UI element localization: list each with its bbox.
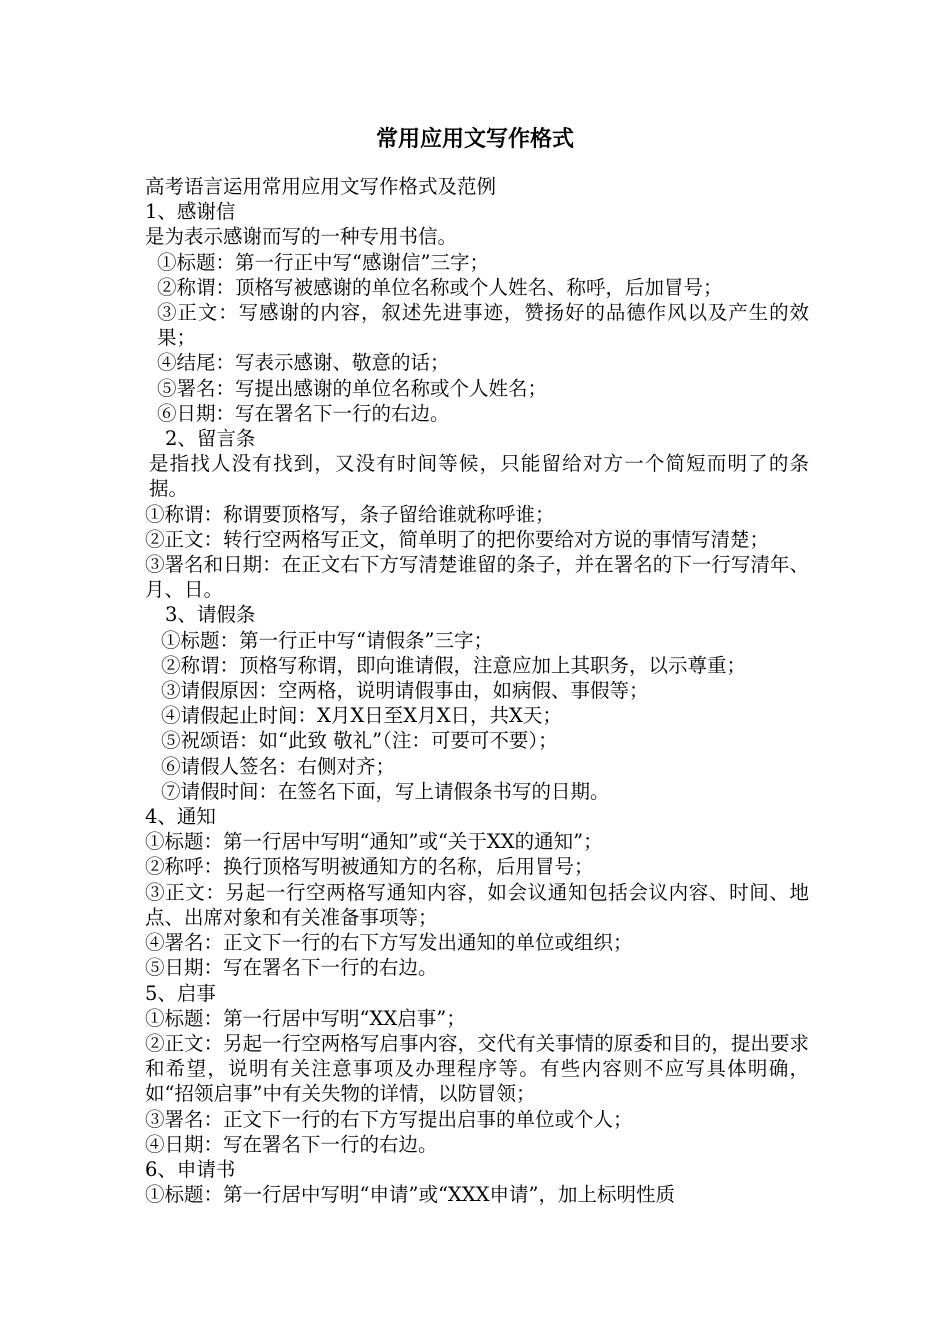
intro-line: 高考语言运用常用应用文写作格式及范例 (145, 175, 497, 198)
list-item: ①称谓：称谓要顶格写，条子留给谁就称呼谁； (145, 502, 555, 526)
list-item: ③正文：另起一行空两格写通知内容，如会议通知包括会议内容、时间、地点、出席对象和有关准备事项等； (145, 880, 809, 929)
section-heading-leave-note: 3、请假条 (165, 603, 256, 627)
list-item: ④结尾：写表示感谢、敬意的话； (157, 351, 450, 375)
list-item: ④日期：写在署名下一行的右边。 (145, 1132, 438, 1156)
list-item: ②正文：转行空两格写正文，简单明了的把你要给对方说的事情写清楚； (145, 527, 770, 551)
list-item: ⑥请假人签名：右侧对齐； (161, 754, 396, 778)
list-item: ②正文：另起一行空两格写启事内容，交代有关事情的原委和目的，提出要求和希望，说明有关注意事项及办理程序等。有些内容则不应写具体明确，如“招领启事”中有关失物的详情，以防冒领； (145, 1031, 809, 1106)
list-item: ①标题：第一行居中写明“申请”或“XXX申请”，加上标明性质 (145, 1183, 676, 1207)
section-heading-announcement: 5、启事 (145, 981, 216, 1005)
list-item: ①标题：第一行正中写“感谢信”三字； (157, 250, 489, 274)
section-desc: 是为表示感谢而写的一种专用书信。 (145, 225, 458, 249)
list-item: ③正文：写感谢的内容，叙述先进事迹，赞扬好的品德作风以及产生的效果； (157, 301, 809, 350)
list-item: ①标题：第一行正中写“请假条”三字； (161, 628, 493, 652)
list-item: ⑤署名：写提出感谢的单位名称或个人姓名； (157, 376, 548, 400)
list-item: ②称呼：换行顶格写明被通知方的名称，后用冒号； (145, 855, 594, 879)
list-item: ③请假原因：空两格，说明请假事由，如病假、事假等； (161, 679, 649, 703)
list-item: ⑥日期：写在署名下一行的右边。 (157, 401, 450, 425)
list-item: ②称谓：顶格写被感谢的单位名称或个人姓名、称呼，后加冒号； (157, 275, 723, 299)
section-heading-notice: 4、通知 (145, 805, 216, 829)
list-item: ③署名：正文下一行的右下方写提出启事的单位或个人； (145, 1107, 633, 1131)
list-item: ⑦请假时间：在签名下面，写上请假条书写的日期。 (161, 779, 610, 803)
section-heading-thanks-letter: 1、感谢信 (145, 200, 236, 224)
section-heading-application: 6、申请书 (145, 1157, 236, 1181)
document-title: 常用应用文写作格式 (375, 126, 574, 152)
section-heading-message-note: 2、留言条 (165, 427, 256, 451)
list-item: ④请假起止时间：X月X日至X月X日，共X天； (161, 704, 562, 728)
list-item: ④署名：正文下一行的右下方写发出通知的单位或组织； (145, 931, 633, 955)
list-item: ③署名和日期：在正文右下方写清楚谁留的条子，并在署名的下一行写清年、月、日。 (145, 553, 809, 602)
section-desc: 是指找人没有找到，又没有时间等候，只能留给对方一个简短而明了的条据。 (149, 452, 809, 501)
list-item: ②称谓：顶格写称谓，即向谁请假，注意应加上其职务，以示尊重； (161, 653, 747, 677)
document-body (145, 174, 809, 1207)
list-item: ①标题：第一行居中写明“通知”或“关于XX的通知”； (145, 830, 603, 854)
list-item: ①标题：第一行居中写明“XX启事”； (145, 1006, 466, 1030)
list-item: ⑤祝颂语：如“此致 敬礼”（注：可要可不要）； (161, 729, 558, 753)
list-item: ⑤日期：写在署名下一行的右边。 (145, 956, 438, 980)
